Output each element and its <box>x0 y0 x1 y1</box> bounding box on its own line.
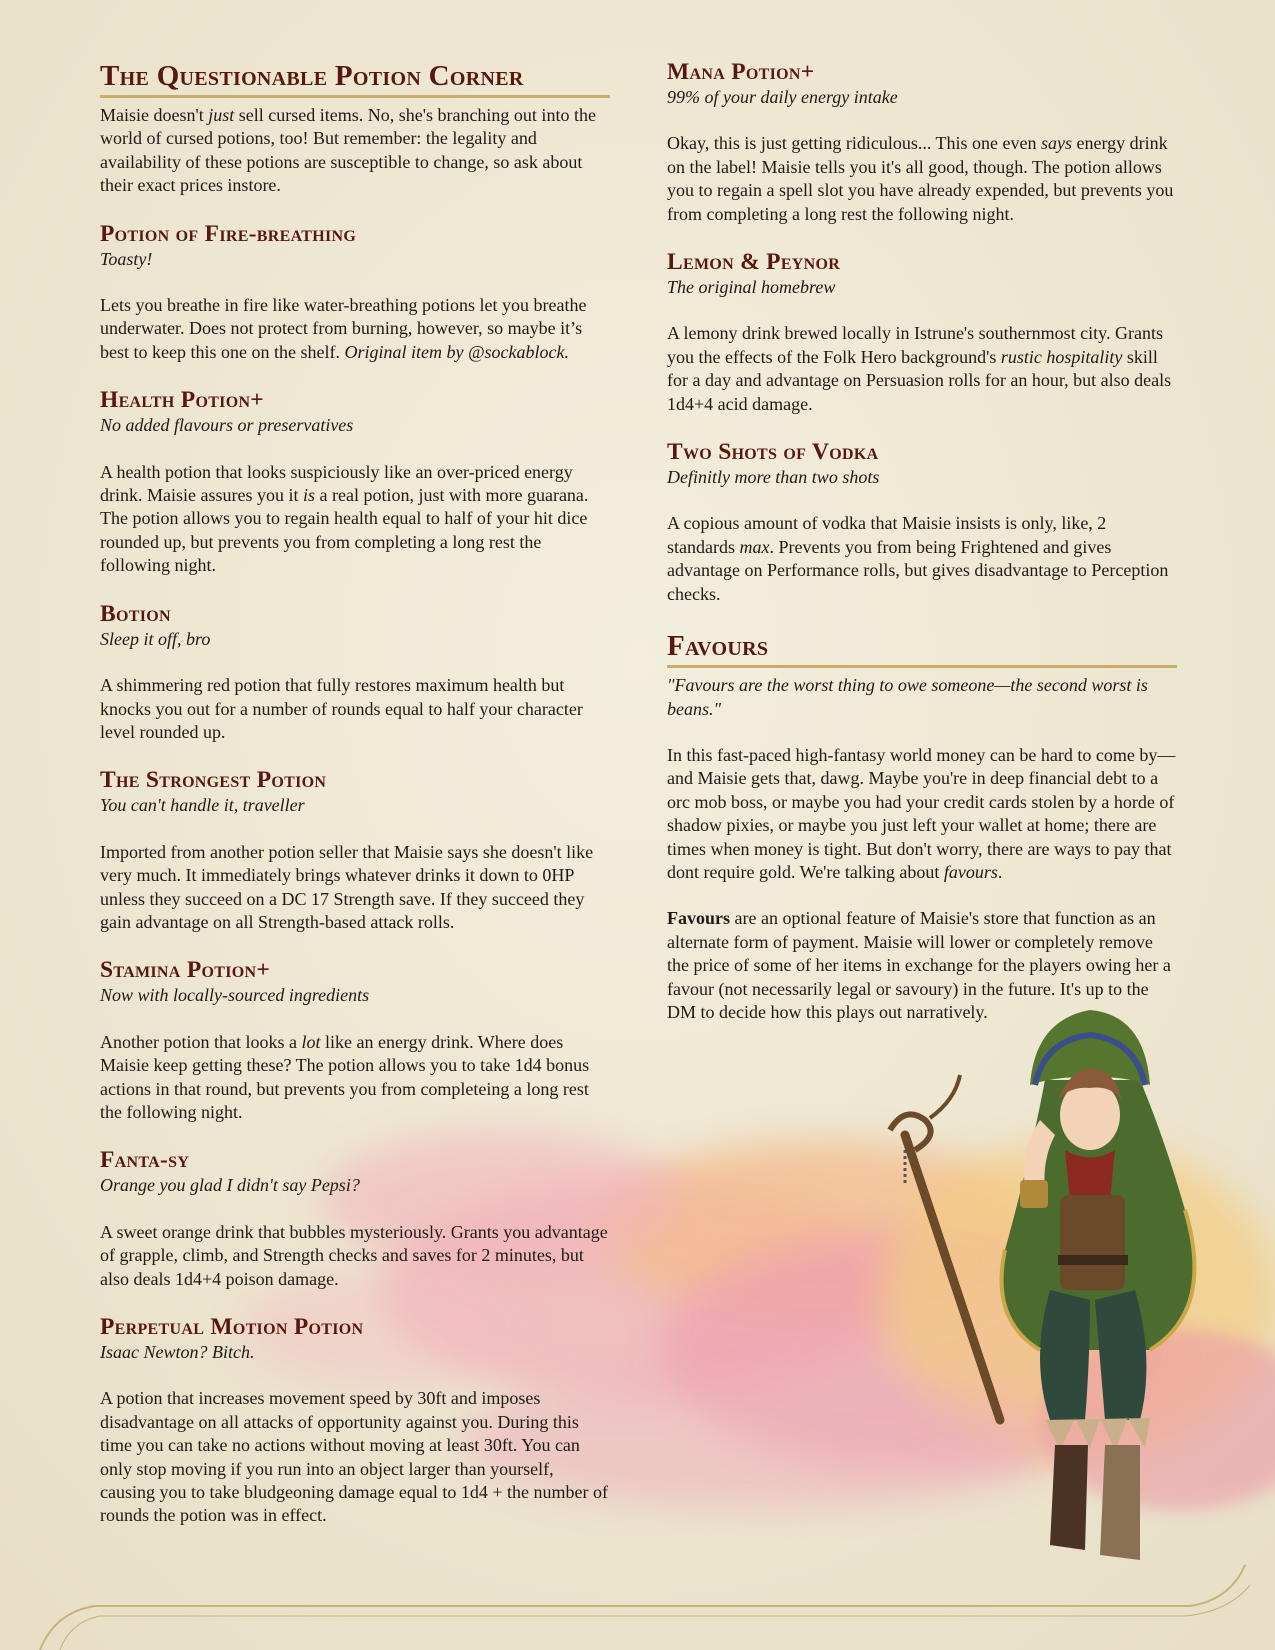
desc-emphasis: is <box>302 485 315 506</box>
item-title: Lemon & Peynor <box>667 249 841 276</box>
item-tagline: No added flavours or preservatives <box>100 415 354 436</box>
left-column <box>100 58 610 1550</box>
item-two-shots-vodka <box>667 438 1177 606</box>
item-title: The Strongest Potion <box>100 767 327 794</box>
desc-text: Another potion that looks a <box>100 1031 302 1052</box>
favours-heading: Favours <box>667 628 1177 668</box>
item-tagline: Isaac Newton? Bitch. <box>100 1342 255 1362</box>
desc-emphasis: max <box>739 536 770 557</box>
favours-quote: "Favours are the worst thing to owe someone—the second worst is beans." <box>667 675 1148 719</box>
desc-text: A copious amount of vodka that Maisie insists is only, like, 2 standards <box>667 513 1107 557</box>
desc-emphasis: favours <box>943 861 998 882</box>
item-description <box>100 461 610 578</box>
desc-emphasis: lot <box>301 1031 321 1052</box>
item-title: Botion <box>100 600 171 627</box>
item-description: A potion that increases movement speed by 30ft and imposes disadvantage on all attacks of opportunity against you. During this time you can take no actions without moving at least 30ft. You can only stop moving if you run into an object larger than yourself, causing you to take bludgeoning damage equal to 1d4 + the number of rounds the potion was in effect. <box>100 1388 609 1526</box>
desc-text: like an energy drink. Where does Maisie keep getting these? The potion allows you to take 1d4 bonus actions in that round, but prevents you from completeing a long rest the following night. <box>100 1031 590 1122</box>
item-description: Imported from another potion seller that Maisie says she doesn't like very much. It immediately brings whatever drinks it down to 0HP unless they succeed on a DC 17 Strength save. If they succeed they gain advantage on all Strength-based attack rolls. <box>100 841 594 932</box>
intro-paragraph <box>100 104 610 198</box>
item-description <box>667 512 1177 606</box>
desc-text: skill for a day and advantage on Persuasion rolls for an hour, but also deals 1d4+4 acid damage. <box>667 346 1172 414</box>
item-title: Health Potion+ <box>100 387 264 414</box>
page-title: The Questionable Potion Corner <box>100 58 610 98</box>
item-stamina-potion <box>100 956 610 1124</box>
item-title: Potion of Fire-breathing <box>100 220 357 247</box>
item-health-potion <box>100 386 610 577</box>
item-title: Perpetual Motion Potion <box>100 1314 364 1340</box>
desc-text: A lemony drink brewed locally in Istrune's southernmost city. Grants you the effects of the Folk Hero background's <box>667 323 1163 367</box>
item-botion <box>100 600 610 745</box>
item-tagline: 99% of your daily energy intake <box>667 87 898 107</box>
item-description <box>667 132 1177 226</box>
item-description <box>100 294 610 364</box>
item-tagline: Sleep it off, bro <box>100 628 211 649</box>
item-credit: Original item by @sockablock. <box>344 341 569 362</box>
desc-emphasis: says <box>1040 133 1072 154</box>
desc-text: A health potion that looks suspiciously like an over-priced energy drink. Maisie assures you it <box>100 461 573 506</box>
item-tagline: Toasty! <box>100 248 153 269</box>
item-description: A sweet orange drink that bubbles mysteriously. Grants you advantage of grapple, climb, and Strength checks and saves for 2 minutes, but also deals 1d4+4 poison damage. <box>100 1221 608 1289</box>
item-perpetual-motion <box>100 1313 610 1528</box>
intro-text-b: sell cursed items. No, she's branching out into the world of cursed potions, too! But remember: the legality and availability of these potions are susceptible to change, so ask about their exact prices instore. <box>100 105 596 196</box>
intro-text-a: Maisie doesn't <box>100 105 209 125</box>
right-column <box>667 58 1177 1047</box>
favours-bold-term: Favours <box>667 908 730 929</box>
desc-text: Lets you breathe in fire like water-breathing potions let you breathe underwater. Does not protect from burning, however, so maybe it’s best to keep this one on the shelf. <box>100 295 587 362</box>
desc-text: Okay, this is just getting ridiculous... This one even <box>667 133 1041 154</box>
item-lemon-peynor <box>667 248 1177 416</box>
item-tagline: Orange you glad I didn't say Pepsi? <box>100 1175 360 1196</box>
favours-paragraph-2 <box>667 907 1177 1024</box>
desc-text: energy drink on the label! Maisie tells you it's all good, though. The potion allows you to regain a spell slot you have already expended, but prevents you from completing a long rest the following night. <box>667 133 1174 224</box>
item-title: Fanta-sy <box>100 1147 190 1174</box>
desc-text: a real potion, just with more guarana. The potion allows you to regain health equal to half of your hit dice rounded up, but prevents you from completing a long rest the following night. <box>100 485 589 576</box>
favours-section <box>667 628 1177 1024</box>
item-description <box>667 322 1177 416</box>
item-fire-breathing <box>100 220 610 365</box>
desc-text: are an optional feature of Maisie's store that function as an alternate form of payment. Maisie will lower or completely remove the price of some of her items in exchange for the players owing her a favour (not necessarily legal or savoury) in the future. It's up to the DM to decide how this plays out narratively. <box>667 908 1171 1022</box>
item-tagline: The original homebrew <box>667 277 836 298</box>
item-mana-potion <box>667 58 1177 226</box>
item-tagline: Now with locally-sourced ingredients <box>100 985 370 1006</box>
intro-emphasis: just <box>208 105 235 125</box>
item-tagline: You can't handle it, traveller <box>100 795 305 816</box>
item-strongest-potion <box>100 766 610 934</box>
item-title: Mana Potion+ <box>667 59 815 85</box>
desc-emphasis: rustic hospitality <box>1000 346 1123 367</box>
item-tagline: Definitly more than two shots <box>667 467 880 488</box>
item-description <box>100 1031 610 1125</box>
desc-text: . Prevents you from being Frightened and gives advantage on Performance rolls, but gives disadvantage to Perception checks. <box>667 536 1169 604</box>
item-fanta-sy <box>100 1146 610 1291</box>
favours-paragraph-1 <box>667 744 1177 884</box>
item-title: Stamina Potion+ <box>100 957 271 984</box>
desc-text: In this fast-paced high-fantasy world money can be hard to come by—and Maisie gets that, dawg. Maybe you're in deep financial debt to a orc mob boss, or maybe you had your credit cards stolen by a horde of shadow pixies, or maybe you just left your wallet at home; there are times when money is tight. But don't worry, there are ways to pay that dont require gold. We're talking about <box>667 744 1176 882</box>
desc-text: . <box>997 861 1003 882</box>
item-title: Two Shots of Vodka <box>667 439 879 466</box>
item-description: A shimmering red potion that fully restores maximum health but knocks you out for a number of rounds equal to half your character level rounded up. <box>100 675 583 742</box>
